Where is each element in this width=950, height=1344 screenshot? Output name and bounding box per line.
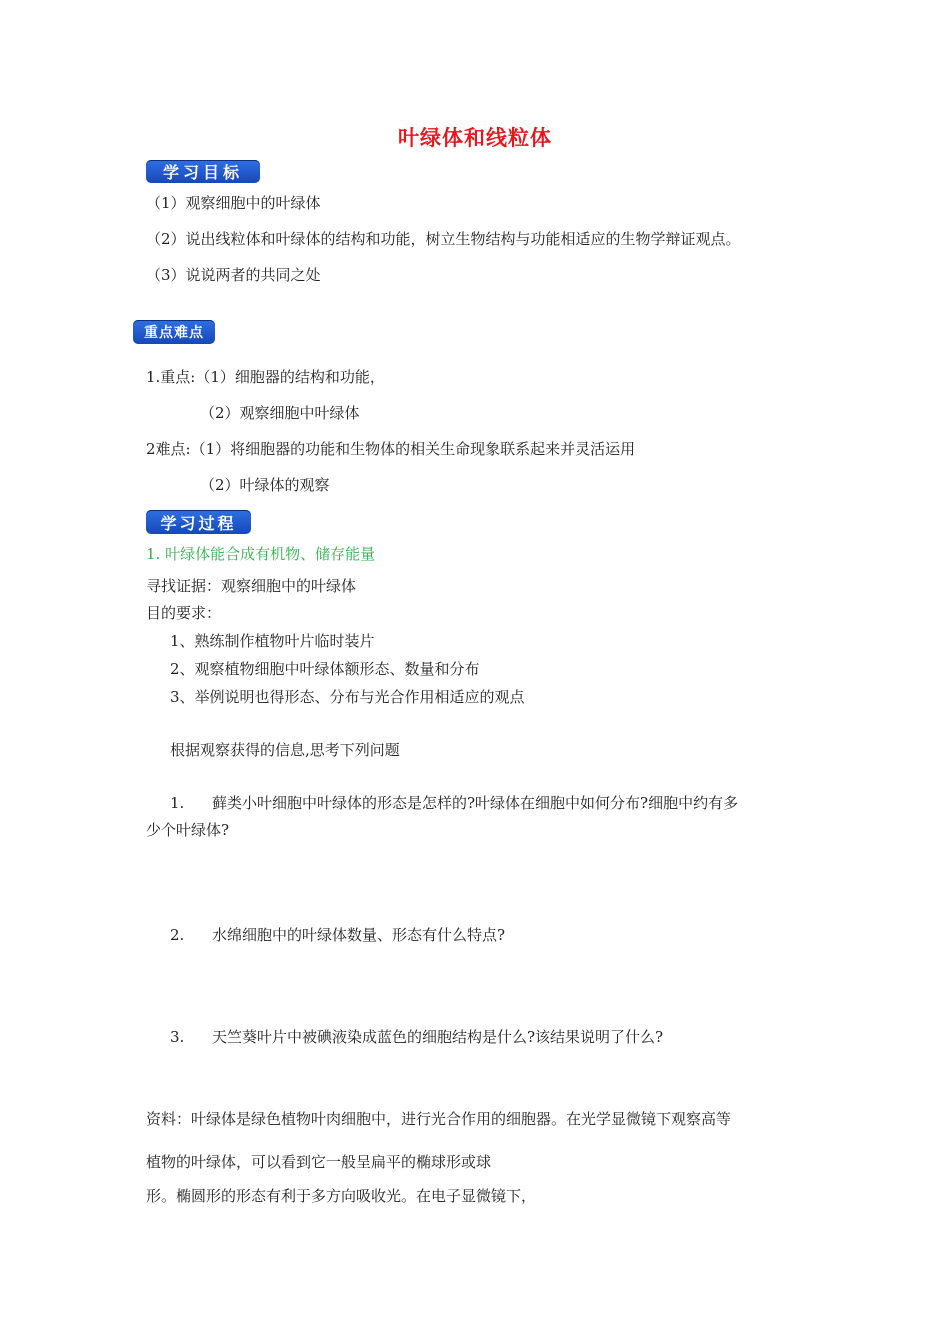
question-3-text: 天竺葵叶片中被碘液染成蓝色的细胞结构是什么?该结果说明了什么? <box>212 1028 664 1046</box>
process-heading: 1. 叶绿体能合成有机物、储存能量 <box>146 545 376 563</box>
goal-item-2: （2）说出线粒体和叶绿体的结构和功能，树立生物结构与功能相适应的生物学辩证观点。 <box>146 230 741 248</box>
question-3-number: 3. <box>170 1028 185 1046</box>
requirement-item-2: 2、观察植物细胞中叶绿体额形态、数量和分布 <box>170 660 480 678</box>
question-1-number: 1. <box>170 794 185 812</box>
evidence-line: 寻找证据：观察细胞中的叶绿体 <box>146 577 357 595</box>
question-1-line-2: 少个叶绿体? <box>146 821 230 839</box>
requirements-label: 目的要求： <box>146 604 222 622</box>
question-2-text: 水绵细胞中的叶绿体数量、形态有什么特点? <box>212 926 506 944</box>
learning-process-badge: 学习过程 <box>146 510 251 534</box>
material-line-1: 资料：叶绿体是绿色植物叶肉细胞中，进行光合作用的细胞器。在光学显微镜下观察高等 <box>146 1110 732 1128</box>
question-1-line-1: 藓类小叶细胞中叶绿体的形态是怎样的?叶绿体在细胞中如何分布?细胞中约有多 <box>212 794 739 812</box>
requirement-item-3: 3、举例说明也得形态、分布与光合作用相适应的观点 <box>170 688 525 706</box>
difficult-point-2: （2）叶绿体的观察 <box>200 476 330 494</box>
material-line-2: 植物的叶绿体，可以看到它一般呈扁平的椭球形或球 <box>146 1153 492 1171</box>
think-prompt: 根据观察获得的信息,思考下列问题 <box>170 741 400 759</box>
goal-item-3: （3）说说两者的共同之处 <box>146 266 321 284</box>
difficult-point-1: 2难点:（1）将细胞器的功能和生物体的相关生命现象联系起来并灵活运用 <box>146 440 636 458</box>
learning-goals-badge: 学习目标 <box>146 160 260 183</box>
page-title: 叶绿体和线粒体 <box>398 126 552 150</box>
key-point-1: 1.重点:（1）细胞器的结构和功能， <box>146 368 385 386</box>
goal-item-1: （1）观察细胞中的叶绿体 <box>146 194 321 212</box>
requirement-item-1: 1、熟练制作植物叶片临时装片 <box>170 632 375 650</box>
question-2-number: 2. <box>170 926 185 944</box>
key-difficult-points-badge: 重点难点 <box>133 320 215 344</box>
material-line-3: 形。椭圆形的形态有利于多方向吸收光。在电子显微镜下， <box>146 1187 537 1205</box>
key-point-2: （2）观察细胞中叶绿体 <box>200 404 360 422</box>
